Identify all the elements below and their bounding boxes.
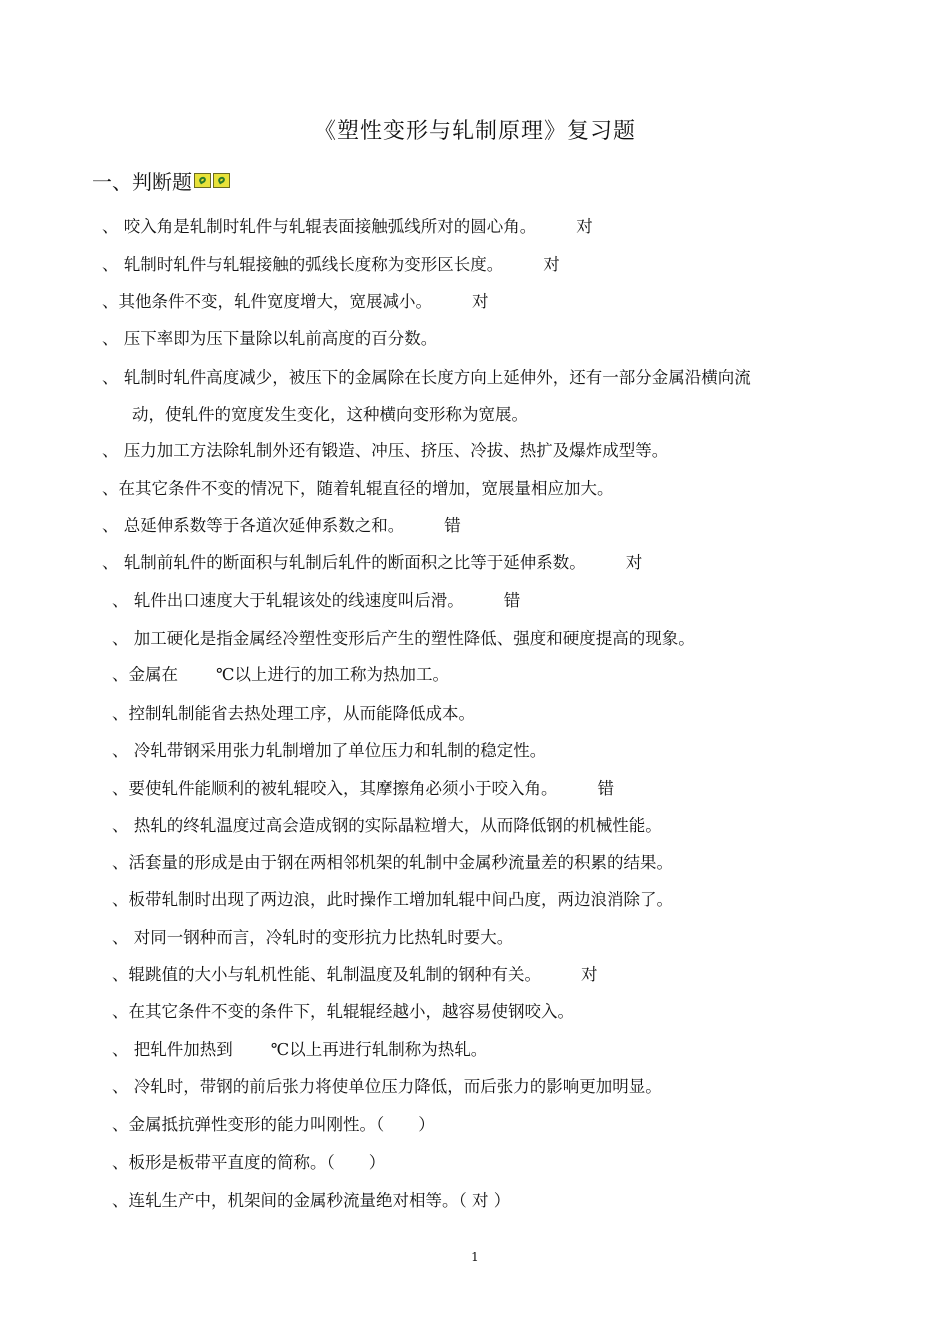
question-number-mark: 、	[102, 292, 119, 311]
question-item	[102, 291, 489, 313]
question-number-mark: 、	[102, 516, 124, 535]
question-text-cont: ℃以上再进行轧制称为热轧。	[270, 1040, 488, 1059]
question-text: 轧件出口速度大于轧辊该处的线速度叫后滑。	[133, 591, 464, 610]
question-item	[112, 1076, 662, 1098]
question-text: 在其它条件不变的情况下，随着轧辊直径的增加，宽展量相应加大。	[118, 479, 614, 498]
question-number-mark: 、	[112, 665, 129, 684]
question-number-mark: 、	[112, 928, 134, 947]
question-text-cont: 对	[472, 1191, 489, 1210]
question-text: 动，使轧件的宽度发生变化，这种横向变形称为宽展。	[132, 405, 528, 424]
question-item	[112, 628, 695, 650]
question-item	[112, 703, 475, 725]
question-item	[102, 552, 642, 574]
question-text-end: ）	[488, 1191, 511, 1210]
question-item	[112, 1114, 435, 1136]
answer-mark: 对	[543, 255, 560, 274]
question-number-mark: 、	[112, 629, 134, 648]
question-text: 板形是板带平直度的简称。（	[128, 1153, 335, 1172]
document-title: 《塑性变形与轧制原理》复习题	[313, 119, 636, 144]
answer-mark: 对	[625, 553, 643, 572]
question-text: 连轧生产中，机架间的金属秒流量绝对相等。（	[128, 1191, 472, 1210]
question-item	[102, 440, 668, 462]
section-heading	[92, 166, 230, 195]
question-item	[112, 664, 449, 686]
question-item	[112, 1190, 510, 1212]
question-number-mark: 、	[112, 1115, 129, 1134]
question-text: 冷轧带钢采用张力轧制增加了单位压力和轧制的稳定性。	[133, 741, 547, 760]
question-number-mark: 、	[112, 704, 129, 723]
question-number-mark: 、	[112, 1040, 134, 1059]
question-text: 压下率即为压下量除以轧前高度的百分数。	[123, 329, 438, 348]
question-item	[132, 404, 528, 426]
question-text: 加工硬化是指金属经冷塑性变形后产生的塑性降低、强度和硬度提高的现象。	[133, 629, 695, 648]
question-text: 把轧件加热到	[133, 1040, 233, 1059]
question-number-mark: 、	[112, 1077, 134, 1096]
question-number-mark: 、	[112, 816, 134, 835]
question-item	[112, 590, 520, 612]
page-number: 1	[471, 1250, 479, 1264]
question-number-mark: 、	[112, 890, 129, 909]
question-text: 辊跳值的大小与轧机性能、轧制温度及轧制的钢种有关。	[128, 965, 541, 984]
question-item	[102, 328, 437, 350]
edit-icon[interactable]	[194, 173, 211, 188]
question-text-cont: ℃以上进行的加工称为热加工。	[216, 665, 449, 684]
question-text: 在其它条件不变的条件下，轧辊辊经越小，越容易使钢咬入。	[128, 1002, 574, 1021]
question-text: 冷轧时，带钢的前后张力将使单位压力降低，而后张力的影响更加明显。	[133, 1077, 662, 1096]
question-text: 要使轧件能顺利的被轧辊咬入，其摩擦角必须小于咬入角。	[128, 779, 558, 798]
question-item	[112, 1152, 385, 1174]
question-text: 轧制前轧件的断面积与轧制后轧件的断面积之比等于延伸系数。	[123, 553, 586, 572]
question-text: 控制轧制能省去热处理工序，从而能降低成本。	[128, 704, 475, 723]
question-number-mark: 、	[102, 479, 119, 498]
question-text: 其他条件不变，轧件宽度增大，宽展减小。	[118, 292, 432, 311]
answer-mark: 对	[581, 965, 598, 984]
question-text: 总延伸系数等于各道次延伸系数之和。	[123, 516, 405, 535]
answer-mark: 错	[597, 779, 614, 798]
link-icon[interactable]	[213, 173, 230, 188]
question-number-mark: 、	[112, 591, 134, 610]
question-number-mark: 、	[102, 553, 124, 572]
question-number-mark: 、	[102, 368, 124, 387]
question-item	[102, 515, 461, 537]
question-text: 活套量的形成是由于钢在两相邻机架的轧制中金属秒流量差的积累的结果。	[128, 853, 673, 872]
question-number-mark: 、	[112, 1002, 129, 1021]
question-text: 板带轧制时出现了两边浪，此时操作工增加轧辊中间凸度，两边浪消除了。	[128, 890, 673, 909]
question-item	[112, 1039, 487, 1061]
question-item	[102, 254, 560, 276]
question-number-mark: 、	[102, 329, 124, 348]
question-number-mark: 、	[102, 441, 124, 460]
answer-mark: 错	[444, 516, 461, 535]
question-item	[112, 815, 662, 837]
question-text: 咬入角是轧制时轧件与轧辊表面接触弧线所对的圆心角。	[123, 217, 537, 236]
question-text: 轧制时轧件与轧辊接触的弧线长度称为变形区长度。	[123, 255, 504, 274]
question-number-mark: 、	[102, 255, 124, 274]
question-item	[112, 740, 546, 762]
question-item	[112, 964, 598, 986]
section-icons	[194, 173, 230, 188]
question-number-mark: 、	[112, 1191, 129, 1210]
section-heading-text: 一、判断题	[92, 170, 192, 194]
question-item	[102, 478, 614, 500]
question-number-mark: 、	[102, 217, 124, 236]
answer-mark: 对	[472, 292, 489, 311]
question-text: 金属抵抗弹性变形的能力叫刚性。（	[128, 1115, 385, 1134]
question-item	[112, 778, 614, 800]
question-text: 轧制时轧件高度减少，被压下的金属除在长度方向上延伸外，还有一部分金属沿横向流	[123, 368, 751, 387]
answer-mark: 错	[503, 591, 521, 610]
question-text: 热轧的终轧温度过高会造成钢的实际晶粒增大，从而降低钢的机械性能。	[133, 816, 662, 835]
question-number-mark: 、	[112, 741, 134, 760]
question-number-mark: 、	[112, 965, 129, 984]
question-item	[102, 367, 751, 389]
answer-mark: 对	[576, 217, 593, 236]
question-item	[112, 1001, 574, 1023]
question-item	[112, 927, 513, 949]
question-item	[112, 852, 673, 874]
question-item	[102, 216, 593, 238]
question-number-mark: 、	[112, 1153, 129, 1172]
question-text: 金属在	[128, 665, 178, 684]
question-text-cont: ）	[368, 1153, 386, 1172]
question-text: 压力加工方法除轧制外还有锻造、冲压、挤压、冷拔、热扩及爆炸成型等。	[123, 441, 669, 460]
question-text-cont: ）	[418, 1115, 435, 1134]
question-text: 对同一钢种而言，冷轧时的变形抗力比热轧时要大。	[133, 928, 514, 947]
question-number-mark: 、	[112, 779, 129, 798]
question-item	[112, 889, 673, 911]
question-number-mark: 、	[112, 853, 129, 872]
